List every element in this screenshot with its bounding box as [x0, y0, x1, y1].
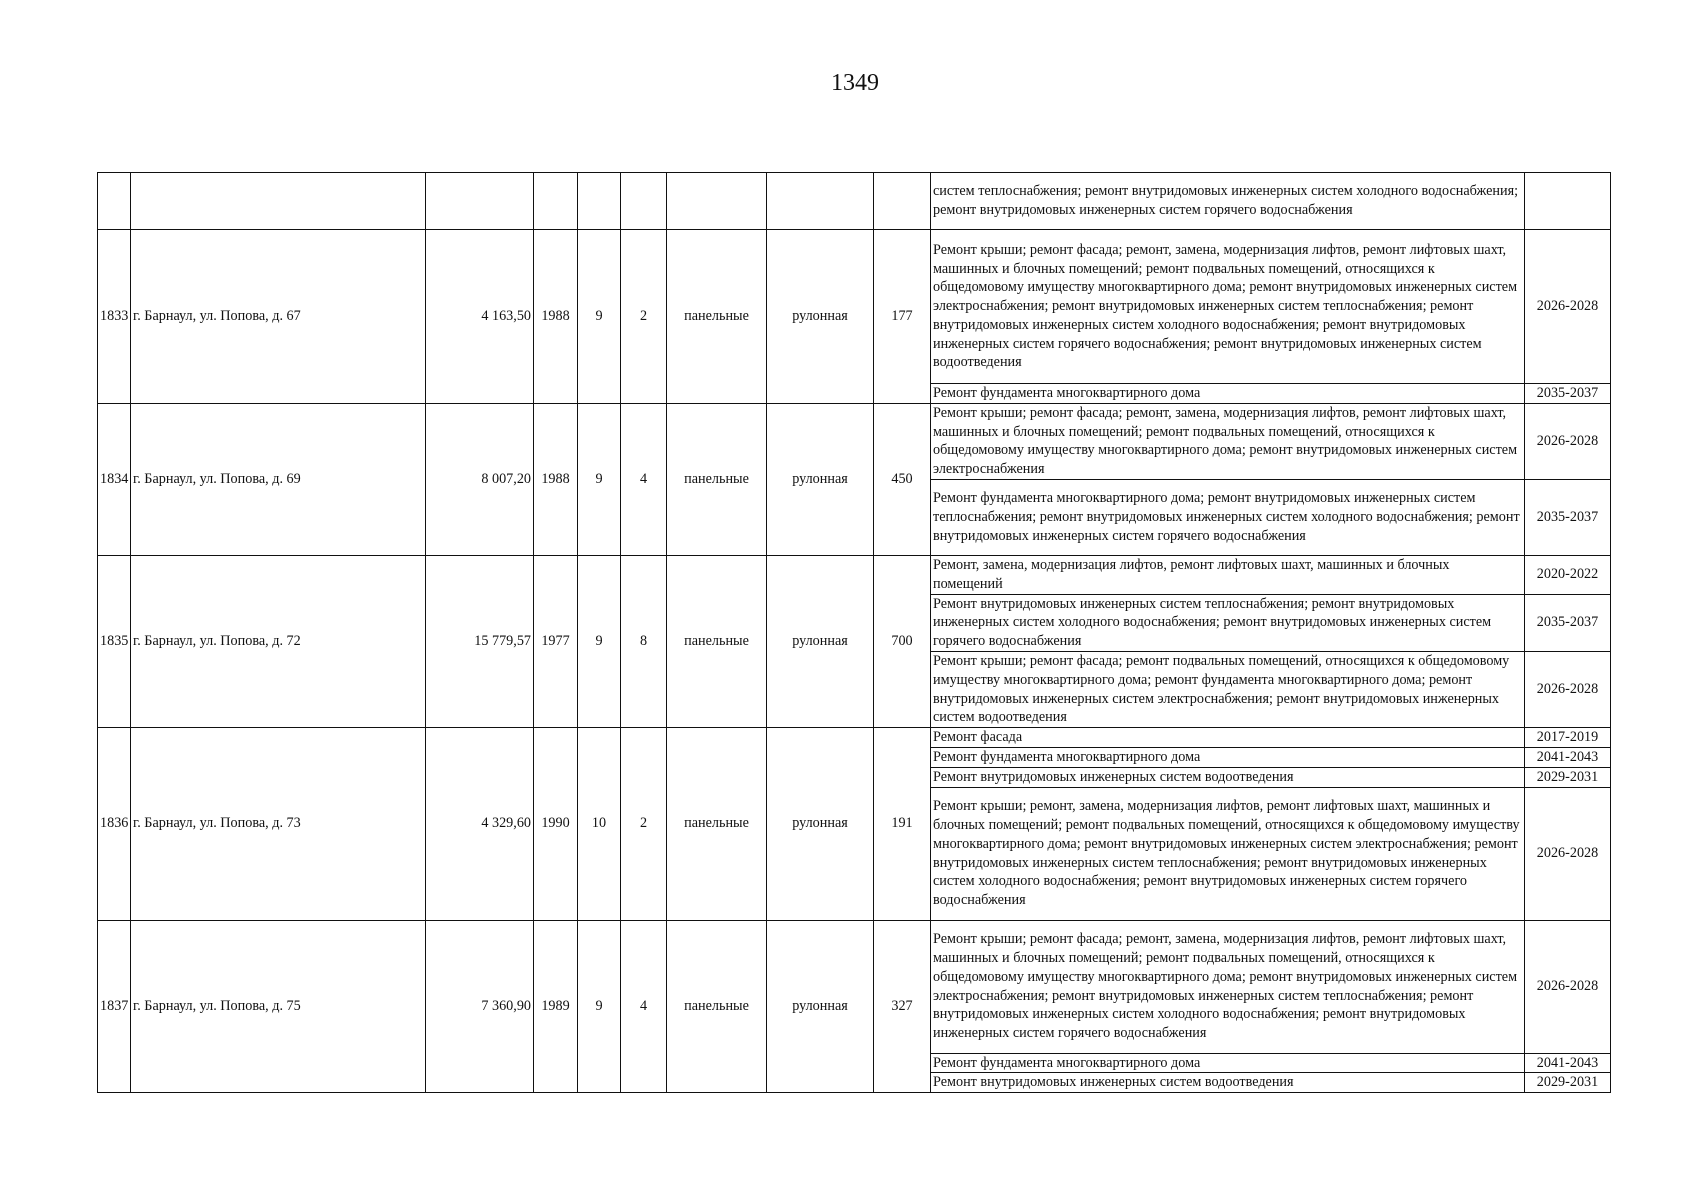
address-cell: [131, 173, 426, 230]
work-description: Ремонт фундамента многоквартирного дома: [931, 747, 1525, 767]
work-description: Ремонт, замена, модернизация лифтов, ремонт лифтовых шахт, машинных и блочных помещений: [931, 555, 1525, 594]
work-description: Ремонт внутридомовых инженерных систем теплоснабжения; ремонт внутридомовых инженерных систем холодного водоснабжения; ремонт внутридомовых инженерных систем горячего водоснабжения: [931, 594, 1525, 651]
work-period: 2020-2022: [1525, 555, 1611, 594]
entrances-cell: 2: [621, 728, 667, 920]
area-cell: 15 779,57: [426, 555, 534, 727]
work-description: Ремонт крыши; ремонт фасада; ремонт, замена, модернизация лифтов, ремонт лифтовых шахт, машинных и блочных помещений; ремонт подвальных помещений, относящихся к общедомовому имуществу многоквартирного дома; ремонт внутридомовых инженерных систем электроснабжения: [931, 403, 1525, 479]
walls-cell: [667, 173, 767, 230]
table-row: [98, 230, 1611, 384]
entrances-cell: 2: [621, 230, 667, 404]
roof-cell: рулонная: [767, 555, 874, 727]
year-cell: [534, 173, 578, 230]
address-cell: г. Барнаул, ул. Попова, д. 67: [131, 230, 426, 404]
walls-cell: панельные: [667, 728, 767, 920]
entrances-cell: 4: [621, 920, 667, 1093]
walls-cell: панельные: [667, 403, 767, 555]
row-number: [98, 173, 131, 230]
work-description: Ремонт фундамента многоквартирного дома: [931, 1053, 1525, 1073]
work-period: 2026-2028: [1525, 787, 1611, 920]
residents-cell: 450: [874, 403, 931, 555]
floors-cell: 9: [578, 230, 621, 404]
housing-repair-table: [97, 172, 1611, 1093]
row-number: 1837: [98, 920, 131, 1093]
address-cell: г. Барнаул, ул. Попова, д. 73: [131, 728, 426, 920]
area-cell: 8 007,20: [426, 403, 534, 555]
work-description: Ремонт крыши; ремонт фасада; ремонт подвальных помещений, относящихся к общедомовому имуществу многоквартирного дома; ремонт фундамента многоквартирного дома; ремонт внутридомовых инженерных систем электроснабжения; ремонт внутридомовых инженерных систем водоотведения: [931, 651, 1525, 727]
address-cell: г. Барнаул, ул. Попова, д. 75: [131, 920, 426, 1093]
entrances-cell: 8: [621, 555, 667, 727]
row-number: 1834: [98, 403, 131, 555]
table-row: [98, 920, 1611, 1053]
work-description: Ремонт крыши; ремонт фасада; ремонт, замена, модернизация лифтов, ремонт лифтовых шахт, машинных и блочных помещений; ремонт подвальных помещений, относящихся к общедомовому имуществу многоквартирного дома; ремонт внутридомовых инженерных систем электроснабжения; ремонт внутридомовых инженерных систем теплоснабжения; ремонт внутридомовых инженерных систем холодного водоснабжения; ремонт внутридомовых инженерных систем горячего водоснабжения; ремонт внутридомовых инженерных систем водоотведения: [931, 230, 1525, 384]
year-cell: 1990: [534, 728, 578, 920]
floors-cell: [578, 173, 621, 230]
residents-cell: 191: [874, 728, 931, 920]
year-cell: 1988: [534, 403, 578, 555]
work-description: Ремонт фундамента многоквартирного дома: [931, 384, 1525, 404]
residents-cell: 177: [874, 230, 931, 404]
work-description: Ремонт внутридомовых инженерных систем водоотведения: [931, 1073, 1525, 1093]
table-row: [98, 728, 1611, 748]
roof-cell: рулонная: [767, 728, 874, 920]
work-period: [1525, 173, 1611, 230]
roof-cell: рулонная: [767, 920, 874, 1093]
address-cell: г. Барнаул, ул. Попова, д. 69: [131, 403, 426, 555]
walls-cell: панельные: [667, 555, 767, 727]
table-row: [98, 403, 1611, 479]
work-period: 2026-2028: [1525, 403, 1611, 479]
work-description: Ремонт фундамента многоквартирного дома; ремонт внутридомовых инженерных систем теплоснабжения; ремонт внутридомовых инженерных систем холодного водоснабжения; ремонт внутридомовых инженерных систем горячего водоснабжения: [931, 479, 1525, 555]
residents-cell: [874, 173, 931, 230]
address-cell: г. Барнаул, ул. Попова, д. 72: [131, 555, 426, 727]
floors-cell: 9: [578, 403, 621, 555]
work-period: 2026-2028: [1525, 651, 1611, 727]
table-row: [98, 555, 1611, 594]
entrances-cell: 4: [621, 403, 667, 555]
row-number: 1833: [98, 230, 131, 404]
year-cell: 1977: [534, 555, 578, 727]
work-description: Ремонт фасада: [931, 728, 1525, 748]
work-period: 2026-2028: [1525, 920, 1611, 1053]
residents-cell: 327: [874, 920, 931, 1093]
floors-cell: 9: [578, 555, 621, 727]
area-cell: 4 329,60: [426, 728, 534, 920]
area-cell: [426, 173, 534, 230]
work-period: 2035-2037: [1525, 384, 1611, 404]
floors-cell: 10: [578, 728, 621, 920]
work-description: Ремонт крыши; ремонт фасада; ремонт, замена, модернизация лифтов, ремонт лифтовых шахт, машинных и блочных помещений; ремонт подвальных помещений, относящихся к общедомовому имуществу многоквартирного дома; ремонт внутридомовых инженерных систем электроснабжения; ремонт внутридомовых инженерных систем теплоснабжения; ремонт внутридомовых инженерных систем холодного водоснабжения; ремонт внутридомовых инженерных систем горячего водоснабжения: [931, 920, 1525, 1053]
row-number: 1836: [98, 728, 131, 920]
work-period: 2035-2037: [1525, 594, 1611, 651]
area-cell: 4 163,50: [426, 230, 534, 404]
year-cell: 1988: [534, 230, 578, 404]
entrances-cell: [621, 173, 667, 230]
work-period: 2017-2019: [1525, 728, 1611, 748]
work-description: Ремонт крыши; ремонт, замена, модернизация лифтов, ремонт лифтовых шахт, машинных и блочных помещений; ремонт подвальных помещений, относящихся к общедомовому имуществу многоквартирного дома; ремонт внутридомовых инженерных систем электроснабжения; ремонт внутридомовых инженерных систем теплоснабжения; ремонт внутридомовых инженерных систем холодного водоснабжения; ремонт внутридомовых инженерных систем горячего водоснабжения: [931, 787, 1525, 920]
row-number: 1835: [98, 555, 131, 727]
year-cell: 1989: [534, 920, 578, 1093]
work-period: 2041-2043: [1525, 747, 1611, 767]
work-period: 2026-2028: [1525, 230, 1611, 384]
work-period: 2029-2031: [1525, 767, 1611, 787]
work-description: систем теплоснабжения; ремонт внутридомовых инженерных систем холодного водоснабжения; ремонт внутридомовых инженерных систем горячего водоснабжения: [931, 173, 1525, 230]
work-period: 2041-2043: [1525, 1053, 1611, 1073]
floors-cell: 9: [578, 920, 621, 1093]
table-row: [98, 173, 1611, 230]
work-period: 2035-2037: [1525, 479, 1611, 555]
residents-cell: 700: [874, 555, 931, 727]
page-number: 1349: [831, 70, 879, 96]
work-period: 2029-2031: [1525, 1073, 1611, 1093]
walls-cell: панельные: [667, 230, 767, 404]
roof-cell: рулонная: [767, 230, 874, 404]
walls-cell: панельные: [667, 920, 767, 1093]
work-description: Ремонт внутридомовых инженерных систем водоотведения: [931, 767, 1525, 787]
area-cell: 7 360,90: [426, 920, 534, 1093]
roof-cell: рулонная: [767, 403, 874, 555]
roof-cell: [767, 173, 874, 230]
